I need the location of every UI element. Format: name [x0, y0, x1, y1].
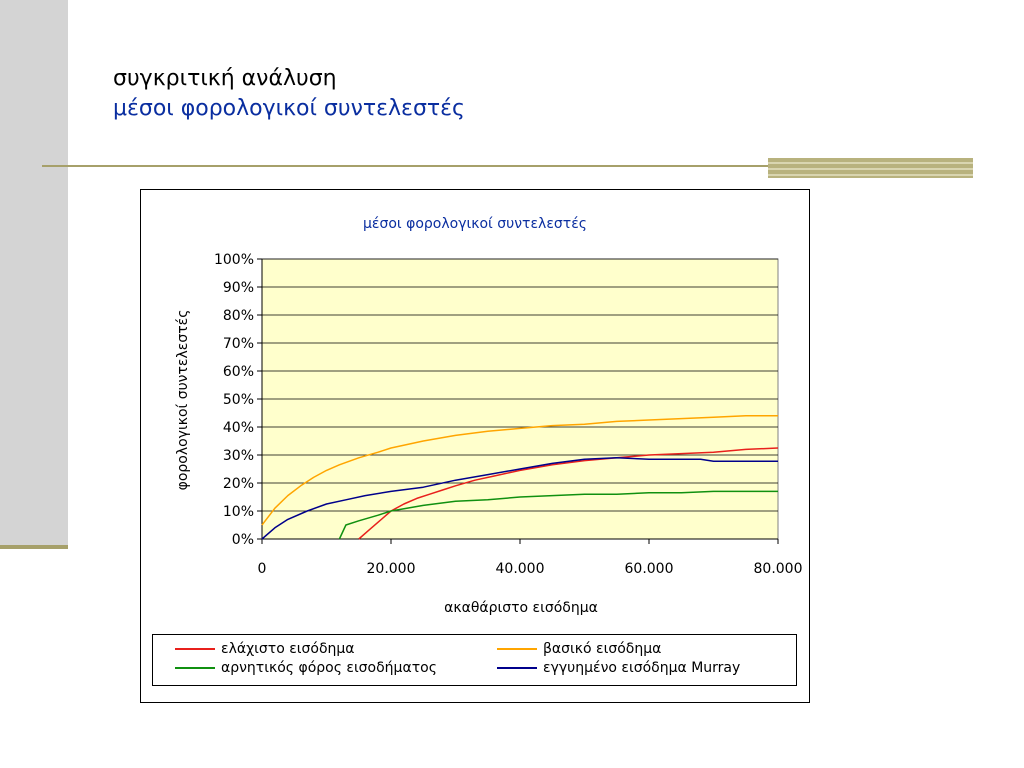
- slide-subtitle: μέσοι φορολογικοί συντελεστές: [113, 96, 465, 121]
- legend-swatch-0: [175, 648, 215, 650]
- slide-title: συγκριτική ανάλυση: [113, 66, 337, 91]
- y-tick-label: 10%: [222, 504, 254, 520]
- x-tick-label: 80.000: [753, 561, 803, 577]
- y-tick-label: 20%: [222, 476, 254, 492]
- line-chart: [141, 190, 809, 702]
- legend-item: [175, 641, 355, 657]
- x-tick-label: 60.000: [624, 561, 674, 577]
- y-axis-label: φορολογικοί συντελεστές: [175, 309, 191, 491]
- y-tick-label: 0%: [231, 532, 254, 548]
- legend-swatch-2: [175, 667, 215, 669]
- chart-legend: [152, 634, 797, 686]
- slide-titles: [113, 64, 465, 124]
- legend-swatch-3: [497, 667, 537, 669]
- y-tick-label: 60%: [222, 364, 254, 380]
- y-tick-label: 80%: [222, 308, 254, 324]
- title-divider-accent: [768, 158, 973, 178]
- legend-label: ελάχιστο εισόδημα: [221, 641, 355, 657]
- x-tick-label: 40.000: [495, 561, 545, 577]
- side-decoration-line: [0, 545, 68, 549]
- side-decoration-bar: [0, 0, 68, 545]
- chart-title: μέσοι φορολογικοί συντελεστές: [363, 216, 587, 232]
- legend-item: [175, 660, 437, 676]
- y-tick-label: 70%: [222, 336, 254, 352]
- legend-swatch-1: [497, 648, 537, 650]
- x-tick-label: 20.000: [366, 561, 416, 577]
- legend-item: [497, 641, 661, 657]
- legend-item: [497, 660, 740, 676]
- y-tick-label: 90%: [222, 280, 254, 296]
- y-tick-label: 100%: [213, 252, 254, 268]
- x-axis-label: ακαθάριστο εισόδημα: [444, 600, 598, 616]
- x-tick-label: 0: [257, 561, 267, 577]
- y-tick-label: 50%: [222, 392, 254, 408]
- legend-label: εγγυημένο εισόδημα Murray: [543, 660, 741, 676]
- legend-label: αρνητικός φόρος εισοδήματος: [221, 660, 437, 676]
- y-tick-label: 40%: [222, 420, 254, 436]
- y-tick-label: 30%: [222, 448, 254, 464]
- chart-container: [140, 189, 810, 703]
- legend-label: βασικό εισόδημα: [543, 641, 662, 657]
